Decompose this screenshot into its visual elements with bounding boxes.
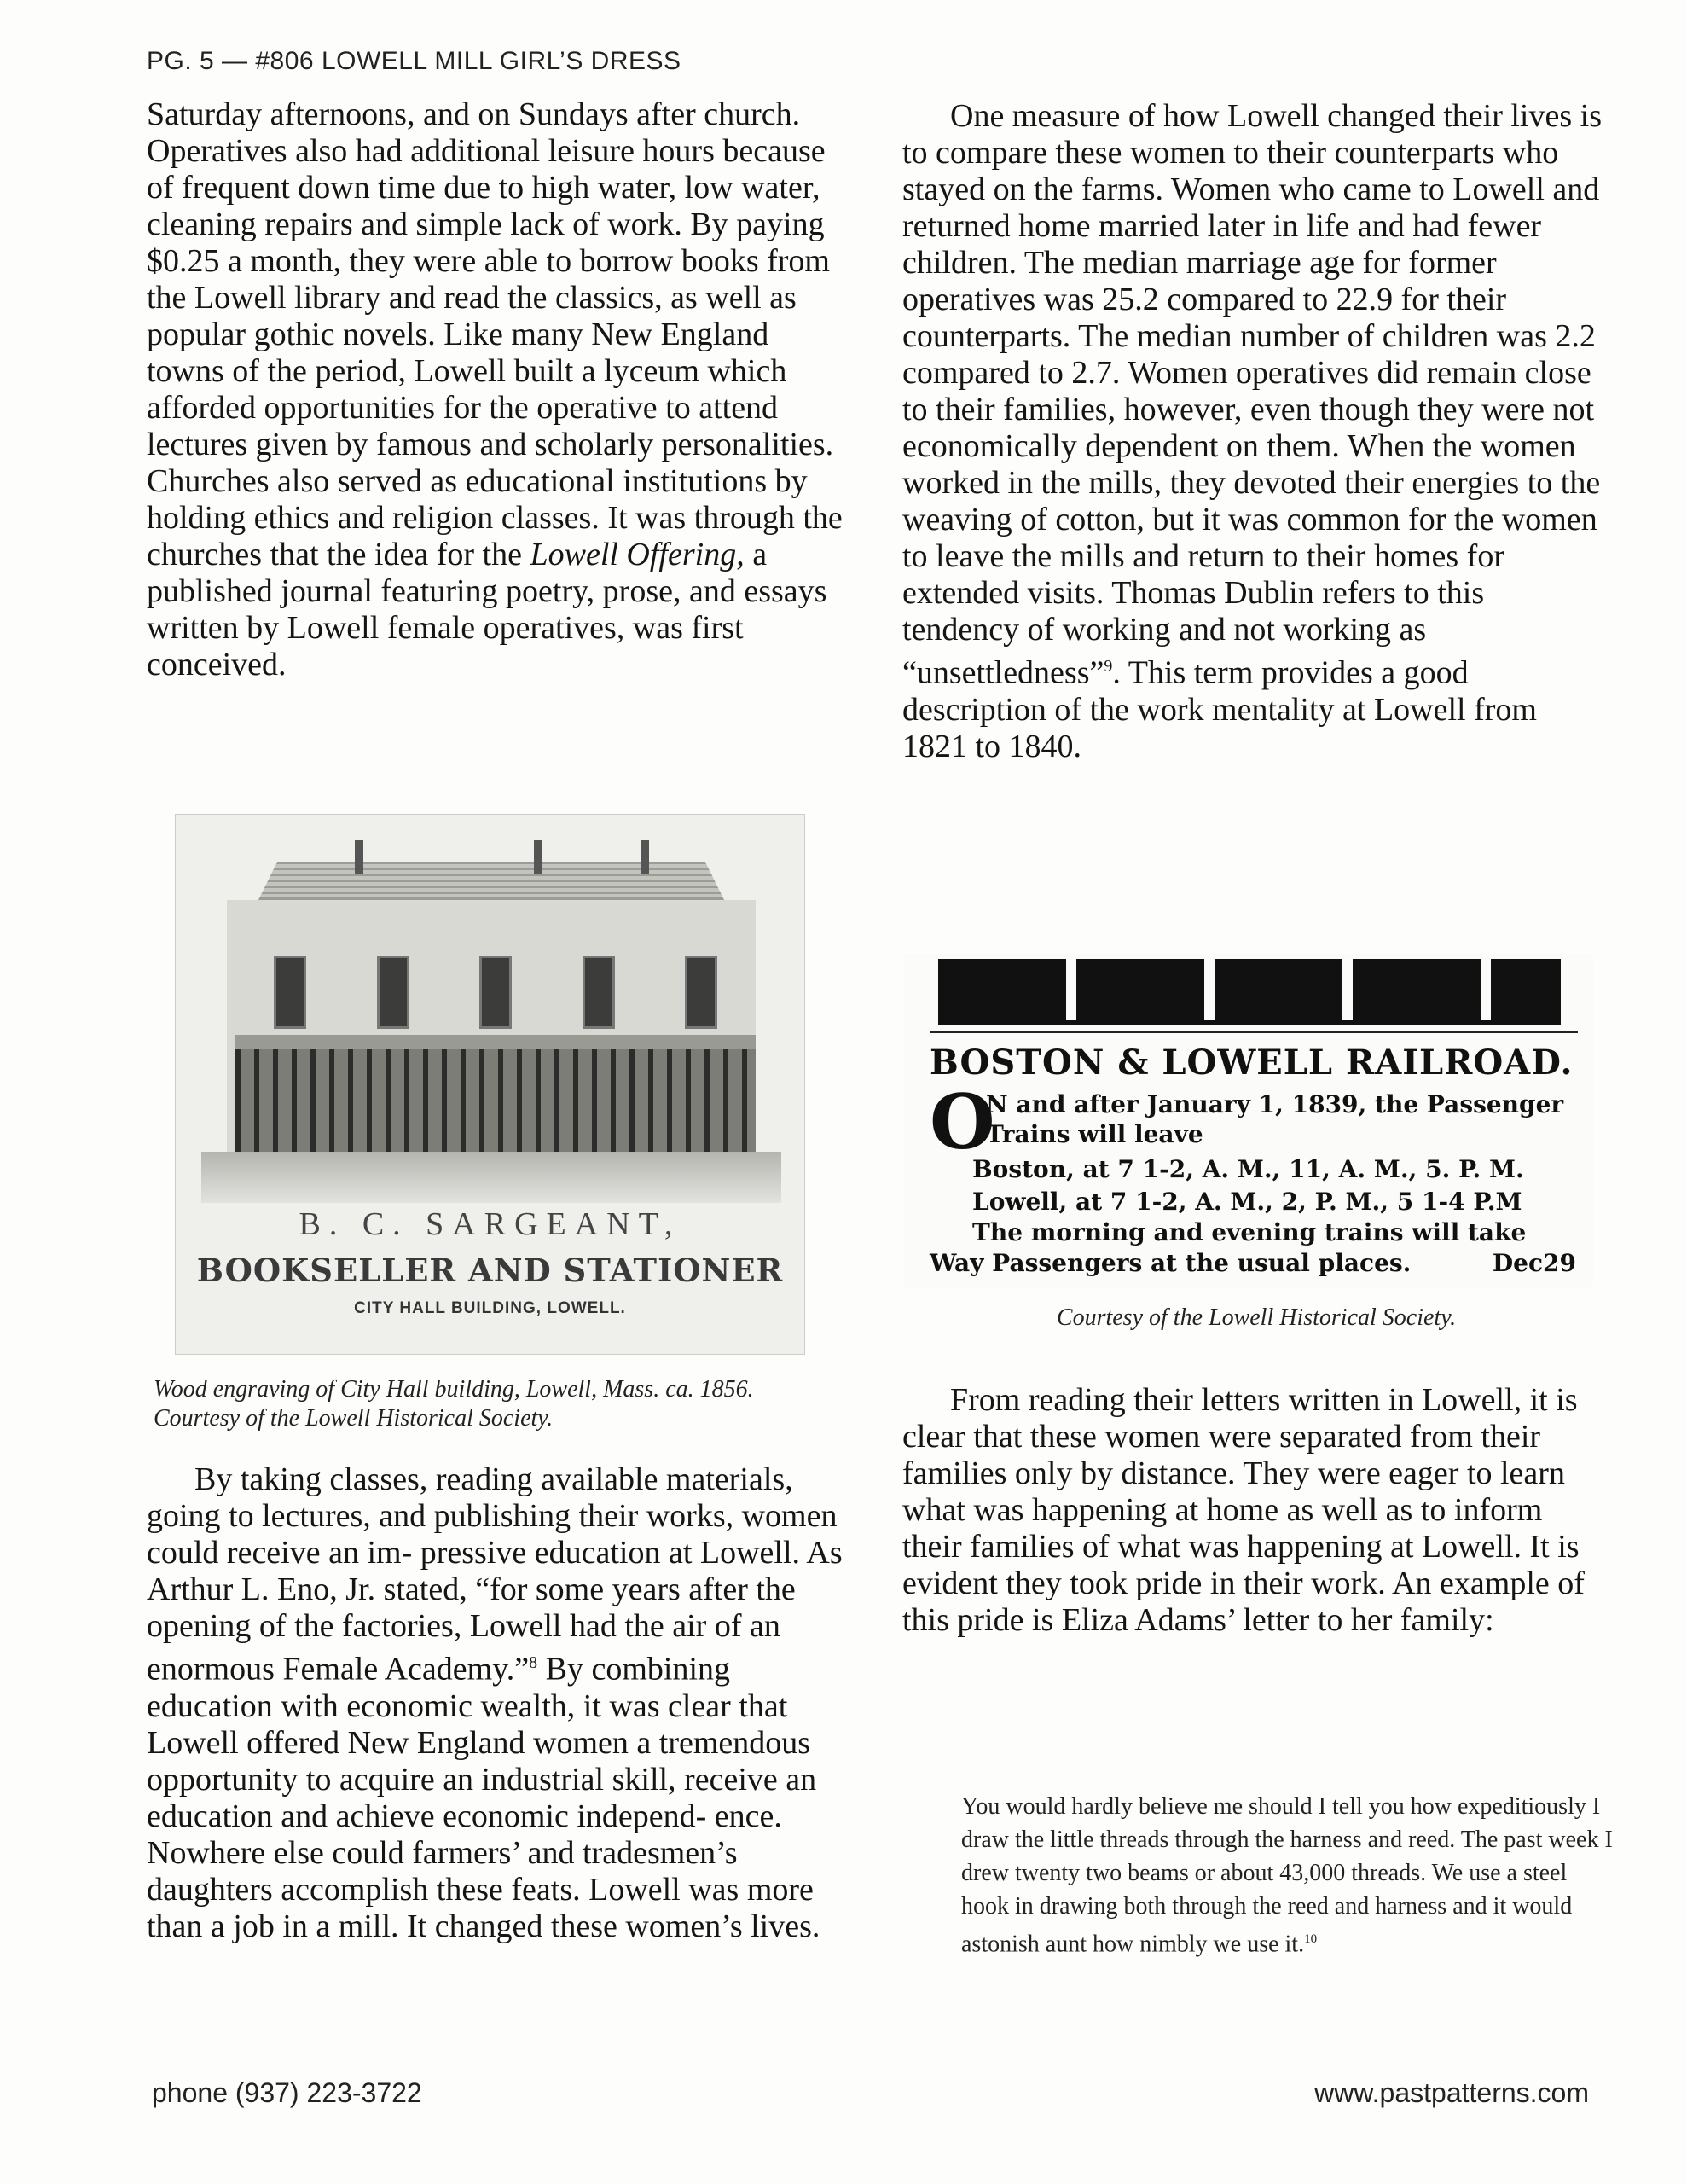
engraving-windows bbox=[274, 956, 717, 1032]
left-column-top-text bbox=[147, 96, 846, 683]
ad-title: BOSTON & LOWELL RAILROAD. bbox=[930, 1043, 1574, 1083]
paragraph: From reading their letters written in Lowell, it is clear that these women were separated from their families only by distance. They were eager to learn what was happening at home as well as to inform their families of what was happening at Lowell. It is evident they took pride in their work. An example of this pride is Eliza Adams’ letter to her family: bbox=[902, 1382, 1585, 1638]
paragraph: Saturday afternoons, and on Sundays after church. Operatives also had additional leisure hours because of frequent down time due to high water, low water, cleaning repairs and simple lack of work. By paying $0.25 a month, they were able to borrow books from the Lowell library and read the classics, as well as popular gothic novels. Like many New England towns of the period, Lowell built a lyceum which afforded opportunities for the operative to attend lectures given by famous and scholarly personalities. Churches also served as educational institutions by holding ethics and religion classes. It was through the churches that the idea for the Lowell Offering, a published journal featuring poetry, prose, and essays written by Lowell female operatives, was first conceived. bbox=[147, 96, 843, 682]
footnote-marker: 10 bbox=[1304, 1932, 1318, 1946]
engraving-chimney bbox=[534, 840, 542, 874]
railroad-advertisement bbox=[904, 954, 1593, 1287]
ad-line: Lowell, at 7 1-2, A. M., 2, P. M., 5 1-4 P.M bbox=[972, 1188, 1522, 1216]
engraving-trade-line: BOOKSELLER AND STATIONER bbox=[196, 1252, 784, 1289]
ad-line: The morning and evening trains will take bbox=[972, 1218, 1527, 1246]
footer-phone: phone (937) 223-3722 bbox=[152, 2077, 422, 2108]
engraving-sign-band bbox=[235, 1035, 756, 1050]
ad-date: Dec29 bbox=[1492, 1249, 1576, 1277]
left-column-bottom-text bbox=[147, 1461, 846, 1945]
right-column-bottom-text bbox=[902, 1382, 1602, 1639]
engraving-caption: Wood engraving of City Hall building, Lowell, Mass. ca. 1856. Courtesy of the Lowell Historical Society. bbox=[154, 1376, 754, 1432]
footnote-marker: 9 bbox=[1104, 657, 1113, 676]
ad-line: Boston, at 7 1-2, A. M., 11, A. M., 5. P. M. bbox=[972, 1155, 1524, 1183]
paragraph: One measure of how Lowell changed their lives is to compare these women to their counterparts who stayed on the farms. Women who came to Lowell and returned home married later in life and had fewer children. The median marriage age for former operatives was 25.2 compared to 22.9 for their counterparts. The median number of children was 2.2 compared to 2.7. Women operatives did remain close to their families, however, even though they were not economically dependent on them. When the women worked in the mills, they devoted their energies to the weaving of cotton, but it was common for the women to leave the mills and return to their homes for extended visits. Thomas Dublin refers to this tendency of working and not working as “unsettledness”$^9$. This term provides a good description of the work mentality at Lowell from 1821 to 1840. bbox=[902, 98, 1602, 764]
ad-line: Trains will leave bbox=[986, 1120, 1203, 1148]
railroad-ad-caption: Courtesy of the Lowell Historical Society. bbox=[1056, 1304, 1457, 1331]
engraving-name-line: B. C. SARGEANT, bbox=[299, 1206, 681, 1242]
engraving-storefront bbox=[235, 1049, 756, 1152]
footnote-marker: 8 bbox=[529, 1653, 538, 1672]
letter-quote: You would hardly believe me should I tell you how expeditiously I draw the little threads through the harness and reed. The past week I drew twenty two beams or about 43,000 threads. We use a steel hook in drawing both through the reed and harness and it would astonish aunt how nimbly we use it.$^{10}$ bbox=[961, 1793, 1613, 1958]
city-hall-engraving bbox=[175, 814, 805, 1355]
engraving-ground bbox=[201, 1152, 781, 1203]
footer-website: www.pastpatterns.com bbox=[1314, 2077, 1589, 2108]
engraving-address-line: CITY HALL BUILDING, LOWELL. bbox=[354, 1299, 626, 1317]
train-illustration bbox=[938, 959, 1561, 1025]
right-column-top-text bbox=[902, 98, 1602, 765]
ad-dropcap: O bbox=[930, 1077, 995, 1166]
ad-line: Way Passengers at the usual places. bbox=[930, 1249, 1412, 1277]
ad-line: N and after January 1, 1839, the Passenger bbox=[986, 1090, 1564, 1118]
paragraph: By taking classes, reading available materials, going to lectures, and publishing their works, women could receive an im- pressive education at Lowell. As Arthur L. Eno, Jr. stated, “for some years after the opening of the factories, Lowell had the air of an enormous Female Academy.”$^8$ By combining education with economic wealth, it was clear that Lowell offered New England women a tremendous opportunity to acquire an industrial skill, receive an education and achieve economic independ- ence. Nowhere else could farmers’ and tradesmen’s daughters accomplish these feats. Lowell was more than a job in a mill. It changed these women’s lives. bbox=[147, 1461, 843, 1944]
journal-title: Lowell Offering, bbox=[530, 537, 745, 572]
ad-divider bbox=[930, 1031, 1578, 1033]
engraving-chimney bbox=[641, 840, 649, 874]
running-head: PG. 5 — #806 LOWELL MILL GIRL’S DRESS bbox=[147, 47, 681, 75]
engraving-chimney bbox=[355, 840, 363, 874]
